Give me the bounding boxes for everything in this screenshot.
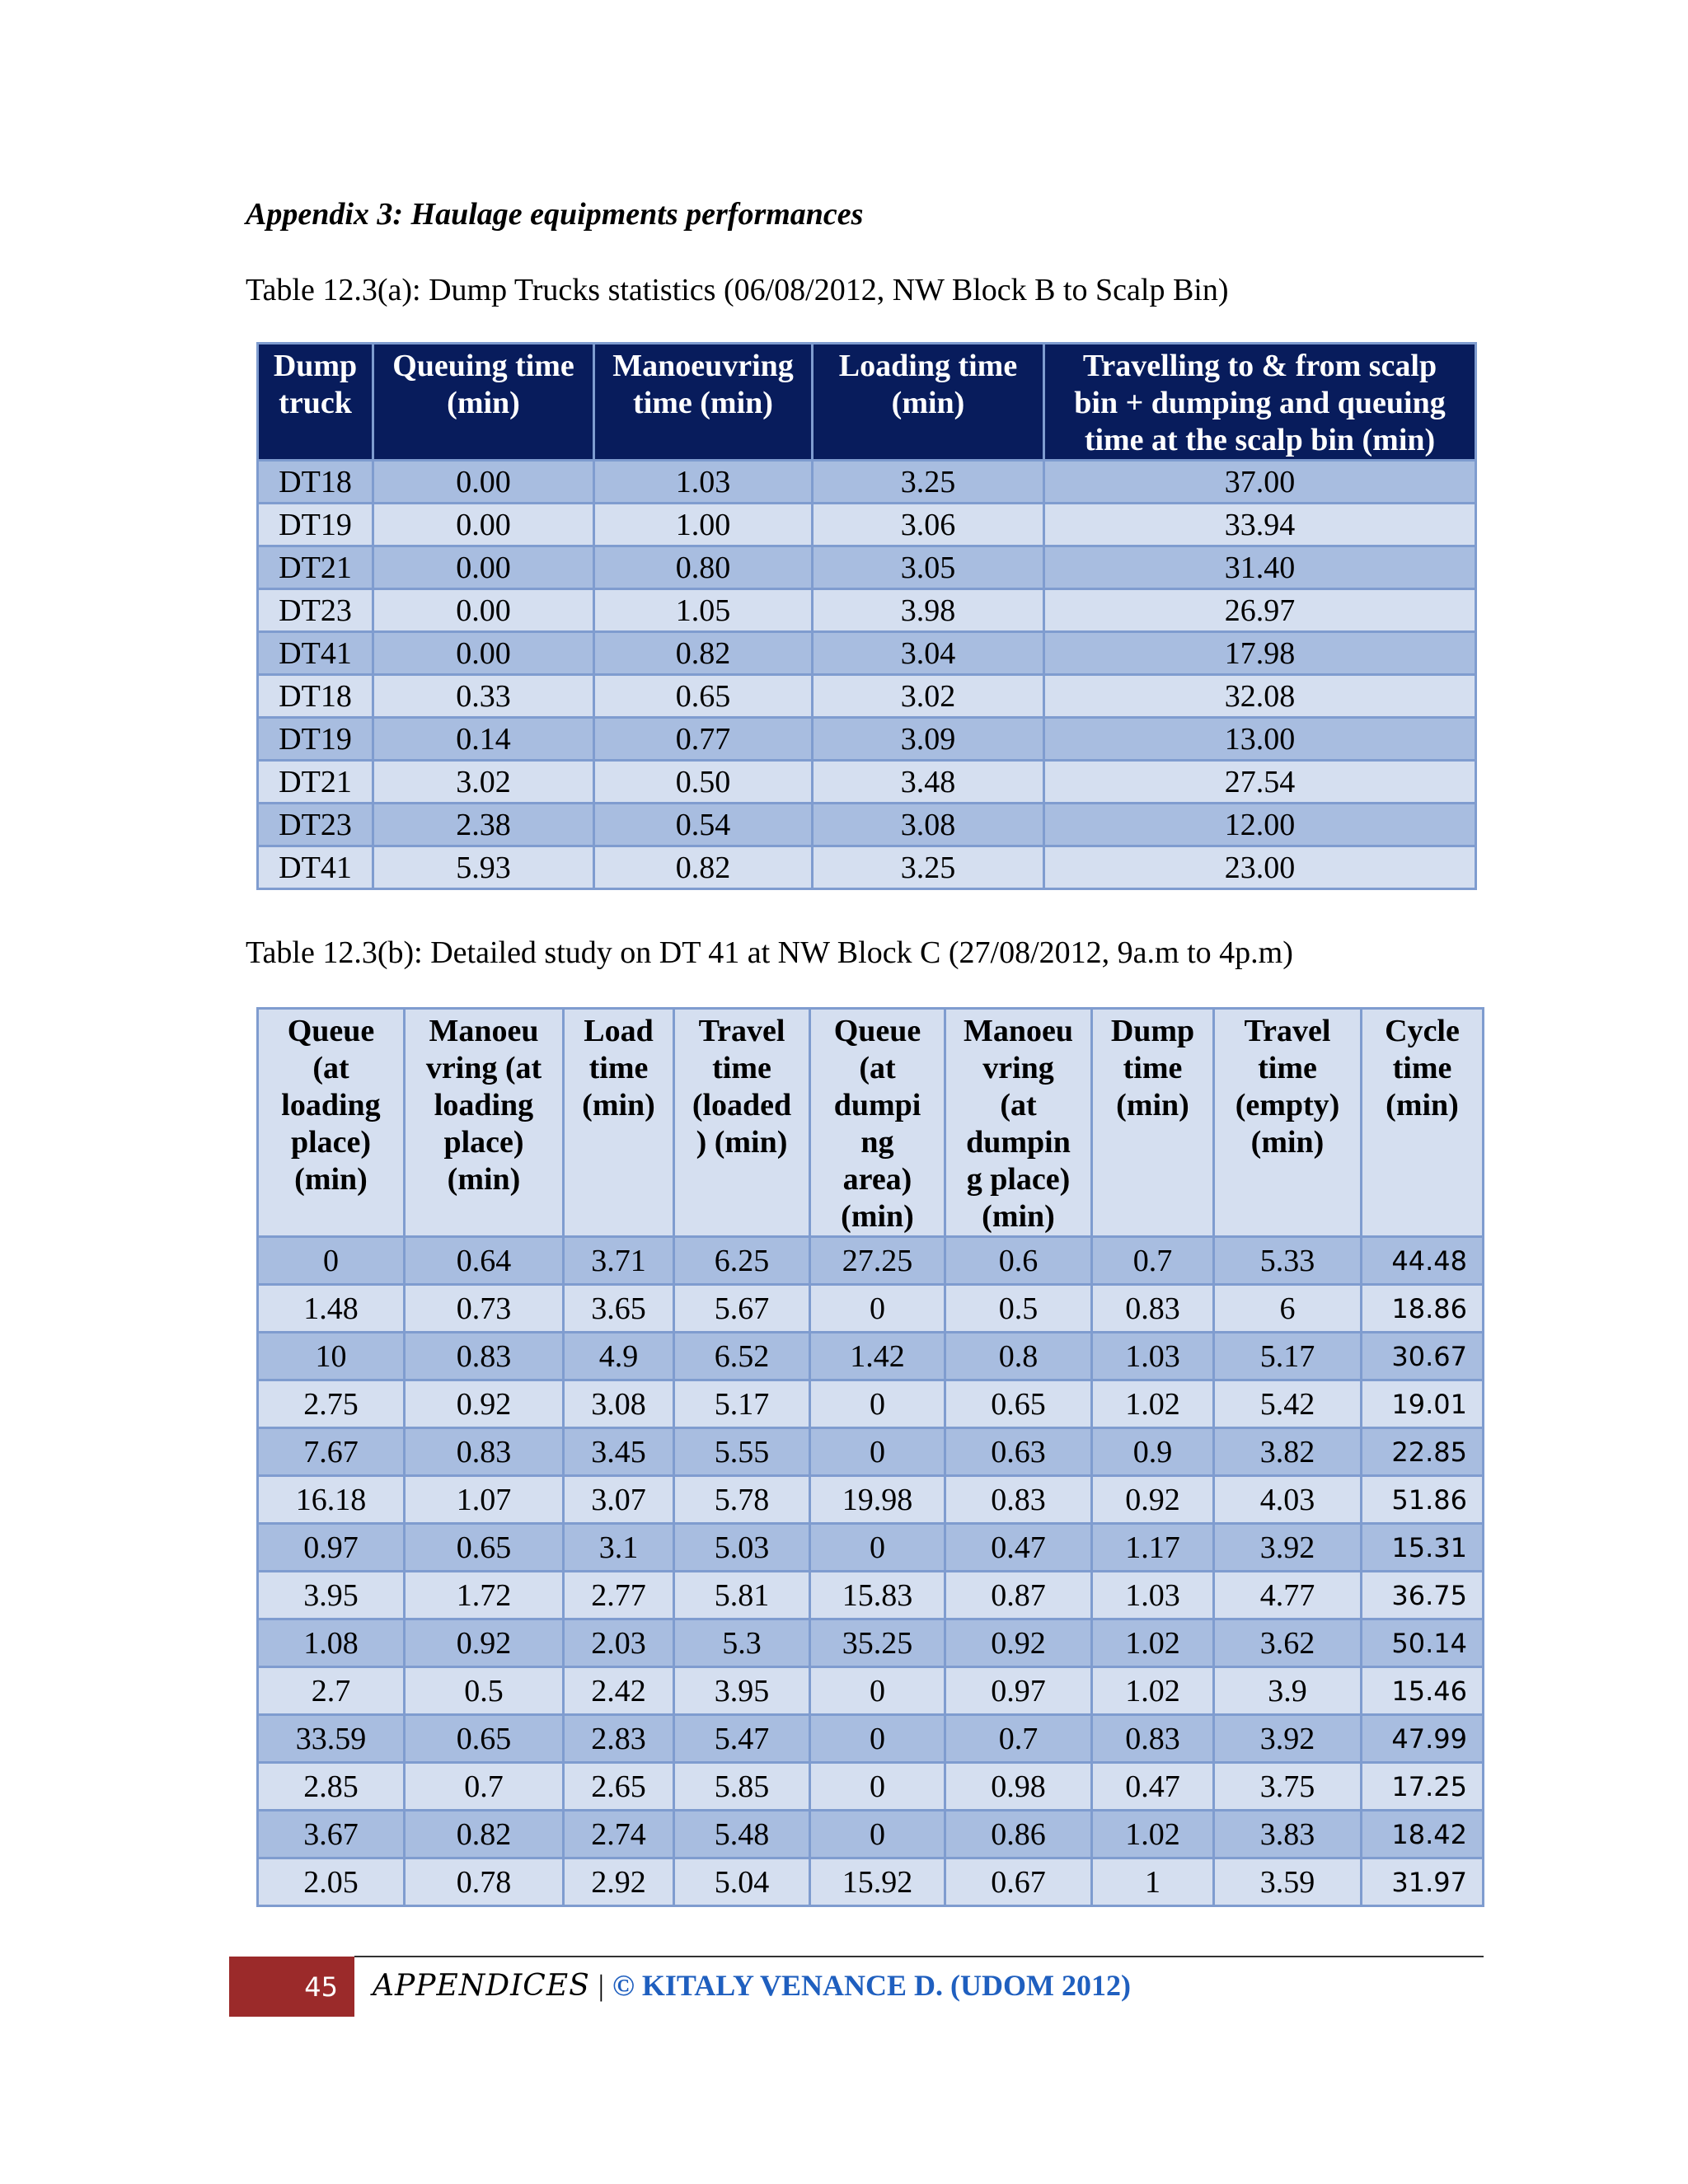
table-cell: 15.46 bbox=[1362, 1667, 1484, 1715]
table-b-header-line: time bbox=[712, 1051, 771, 1085]
table-cell: 10 bbox=[258, 1333, 405, 1380]
table-cell: 19.98 bbox=[810, 1476, 945, 1524]
table-cell: 1.02 bbox=[1092, 1811, 1214, 1858]
table-cell: 1.03 bbox=[594, 461, 813, 504]
table-row bbox=[258, 1285, 1484, 1333]
table-cell: 2.7 bbox=[258, 1667, 405, 1715]
table-cell: 0.83 bbox=[405, 1333, 564, 1380]
table-a-header-line: Queuing time bbox=[392, 349, 574, 383]
table-cell: 0.5 bbox=[945, 1285, 1092, 1333]
table-cell: 3.82 bbox=[1214, 1428, 1362, 1476]
table-b-header-line: dumpi bbox=[833, 1088, 921, 1122]
table-cell: 0.67 bbox=[945, 1858, 1092, 1906]
table-cell: 35.25 bbox=[810, 1619, 945, 1667]
table-cell: 0.00 bbox=[373, 504, 594, 546]
table-cell: 0.82 bbox=[594, 632, 813, 675]
table-cell: 0.83 bbox=[405, 1428, 564, 1476]
table-a-header-line: bin + dumping and queuing bbox=[1074, 386, 1446, 420]
table-cell: 0.47 bbox=[1092, 1763, 1214, 1811]
table-b-header-line: g place) bbox=[966, 1162, 1071, 1197]
table-b-header-line: time bbox=[588, 1051, 649, 1085]
table-cell: 7.67 bbox=[258, 1428, 405, 1476]
table-cell: 0.00 bbox=[373, 589, 594, 632]
table-cell: 0.65 bbox=[405, 1715, 564, 1763]
table-a-caption: Table 12.3(a): Dump Trucks statistics (06/08/2012, NW Block B to Scalp Bin) bbox=[246, 273, 1229, 307]
table-cell: 0 bbox=[810, 1763, 945, 1811]
table-cell: 0.78 bbox=[405, 1858, 564, 1906]
table-cell: 4.9 bbox=[564, 1333, 674, 1380]
table-cell: 0.50 bbox=[594, 761, 813, 804]
table-b-caption: Table 12.3(b): Detailed study on DT 41 at NW Block C (27/08/2012, 9a.m to 4p.m) bbox=[246, 935, 1293, 970]
table-row bbox=[258, 1763, 1484, 1811]
table-cell: 5.67 bbox=[674, 1285, 810, 1333]
table-cell: 5.55 bbox=[674, 1428, 810, 1476]
table-b-header-line: (at bbox=[312, 1051, 349, 1085]
table-cell: 0.64 bbox=[405, 1237, 564, 1285]
table-cell: DT23 bbox=[258, 804, 373, 846]
table-row bbox=[258, 546, 1476, 589]
table-cell: 0.80 bbox=[594, 546, 813, 589]
table-cell: 0.5 bbox=[405, 1667, 564, 1715]
table-cell: 3.95 bbox=[674, 1667, 810, 1715]
table-cell: 3.9 bbox=[1214, 1667, 1362, 1715]
table-cell: 0.63 bbox=[945, 1428, 1092, 1476]
table-a-header-line: (min) bbox=[891, 386, 965, 420]
table-a-header-cell bbox=[594, 344, 813, 461]
table-cell: 3.07 bbox=[564, 1476, 674, 1524]
table-b-header-line: Manoeu bbox=[964, 1014, 1073, 1048]
table-cell: 0.82 bbox=[405, 1811, 564, 1858]
table-a-header-line: Manoeuvring bbox=[612, 349, 794, 383]
table-b-header-line: (min) bbox=[1250, 1125, 1325, 1160]
table-cell: 0 bbox=[810, 1667, 945, 1715]
table-cell: 30.67 bbox=[1362, 1333, 1484, 1380]
table-cell: 3.92 bbox=[1214, 1524, 1362, 1572]
table-cell: 0.14 bbox=[373, 718, 594, 761]
table-cell: 1.42 bbox=[810, 1333, 945, 1380]
table-cell: 0.00 bbox=[373, 461, 594, 504]
table-cell: 1.02 bbox=[1092, 1667, 1214, 1715]
table-row bbox=[258, 589, 1476, 632]
table-cell: 3.92 bbox=[1214, 1715, 1362, 1763]
table-b-header-line: Travel bbox=[698, 1014, 785, 1048]
table-cell: 32.08 bbox=[1044, 675, 1476, 718]
table-cell: 3.67 bbox=[258, 1811, 405, 1858]
table-cell: 0 bbox=[810, 1524, 945, 1572]
table-cell: 3.08 bbox=[564, 1380, 674, 1428]
table-row bbox=[258, 1715, 1484, 1763]
footer-divider bbox=[354, 1956, 1484, 1957]
table-b-header-line: time bbox=[1123, 1051, 1183, 1085]
table-b-header-line: ) (min) bbox=[696, 1125, 788, 1160]
table-cell: 15.92 bbox=[810, 1858, 945, 1906]
table-b-header-line: Manoeu bbox=[429, 1014, 539, 1048]
table-cell: 5.78 bbox=[674, 1476, 810, 1524]
table-b-header-line: ng bbox=[860, 1125, 894, 1160]
table-cell: 6 bbox=[1214, 1285, 1362, 1333]
table-a-header-cell bbox=[373, 344, 594, 461]
table-a-header-line: time at the scalp bin (min) bbox=[1084, 423, 1436, 457]
table-row bbox=[258, 1428, 1484, 1476]
table-cell: 36.75 bbox=[1362, 1572, 1484, 1619]
table-cell: 2.42 bbox=[564, 1667, 674, 1715]
table-cell: 1.08 bbox=[258, 1619, 405, 1667]
table-row bbox=[258, 804, 1476, 846]
dump-trucks-statistics-table bbox=[256, 342, 1477, 890]
table-cell: 5.03 bbox=[674, 1524, 810, 1572]
table-row bbox=[258, 1524, 1484, 1572]
table-b-header-line: (min) bbox=[582, 1088, 655, 1122]
table-cell: DT23 bbox=[258, 589, 373, 632]
table-cell: DT19 bbox=[258, 504, 373, 546]
table-cell: 0.83 bbox=[945, 1476, 1092, 1524]
table-cell: 5.33 bbox=[1214, 1237, 1362, 1285]
table-cell: 3.05 bbox=[813, 546, 1044, 589]
table-b-header-line: dumpin bbox=[966, 1125, 1071, 1160]
table-a-header-line: Dump bbox=[273, 349, 358, 383]
table-b-header-line: Dump bbox=[1110, 1014, 1195, 1048]
table-cell: 18.42 bbox=[1362, 1811, 1484, 1858]
table-cell: 15.31 bbox=[1362, 1524, 1484, 1572]
table-cell: 0.7 bbox=[945, 1715, 1092, 1763]
table-cell: 6.52 bbox=[674, 1333, 810, 1380]
table-b-header-line: vring (at bbox=[425, 1051, 542, 1085]
table-cell: 23.00 bbox=[1044, 846, 1476, 889]
table-b-header-line: Queue bbox=[287, 1014, 375, 1048]
table-cell: 5.3 bbox=[674, 1619, 810, 1667]
table-row bbox=[258, 1237, 1484, 1285]
table-cell: 3.25 bbox=[813, 846, 1044, 889]
dt41-detailed-study-table bbox=[256, 1007, 1484, 1907]
table-cell: 5.81 bbox=[674, 1572, 810, 1619]
table-b-header-cell bbox=[945, 1009, 1092, 1237]
table-cell: 0 bbox=[810, 1811, 945, 1858]
table-cell: 5.47 bbox=[674, 1715, 810, 1763]
table-b-header-line: (empty) bbox=[1235, 1088, 1340, 1122]
table-row bbox=[258, 1811, 1484, 1858]
table-cell: 0.97 bbox=[258, 1524, 405, 1572]
table-cell: 2.75 bbox=[258, 1380, 405, 1428]
table-cell: 51.86 bbox=[1362, 1476, 1484, 1524]
table-b-header-line: (min) bbox=[982, 1199, 1055, 1234]
table-cell: 3.98 bbox=[813, 589, 1044, 632]
table-row bbox=[258, 1572, 1484, 1619]
table-cell: 0.82 bbox=[594, 846, 813, 889]
table-row bbox=[258, 1333, 1484, 1380]
table-b-header-line: loading bbox=[281, 1088, 381, 1122]
table-cell: 44.48 bbox=[1362, 1237, 1484, 1285]
table-b-header-line: time bbox=[1392, 1051, 1452, 1085]
table-cell: 18.86 bbox=[1362, 1285, 1484, 1333]
table-cell: 3.02 bbox=[373, 761, 594, 804]
table-a-header-cell bbox=[258, 344, 373, 461]
table-cell: 0.00 bbox=[373, 632, 594, 675]
table-cell: 0.92 bbox=[405, 1380, 564, 1428]
table-cell: 12.00 bbox=[1044, 804, 1476, 846]
table-cell: 0 bbox=[810, 1428, 945, 1476]
table-cell: 0.65 bbox=[405, 1524, 564, 1572]
table-cell: 3.02 bbox=[813, 675, 1044, 718]
table-cell: 1.05 bbox=[594, 589, 813, 632]
footer-text bbox=[373, 1968, 1131, 2003]
table-row bbox=[258, 1858, 1484, 1906]
table-cell: DT21 bbox=[258, 546, 373, 589]
table-cell: 2.85 bbox=[258, 1763, 405, 1811]
table-cell: 1.17 bbox=[1092, 1524, 1214, 1572]
table-cell: 0.00 bbox=[373, 546, 594, 589]
table-cell: 17.98 bbox=[1044, 632, 1476, 675]
appendix-heading: Appendix 3: Haulage equipments performances bbox=[246, 197, 864, 232]
table-a-header-row bbox=[258, 344, 1476, 461]
table-cell: 0.87 bbox=[945, 1572, 1092, 1619]
table-cell: 0.86 bbox=[945, 1811, 1092, 1858]
table-b-header-cell bbox=[810, 1009, 945, 1237]
table-row bbox=[258, 461, 1476, 504]
table-cell: 2.38 bbox=[373, 804, 594, 846]
table-cell: DT21 bbox=[258, 761, 373, 804]
footer-separator: | bbox=[598, 1969, 605, 2002]
table-cell: 0.83 bbox=[1092, 1715, 1214, 1763]
table-row bbox=[258, 1476, 1484, 1524]
table-cell: 0.97 bbox=[945, 1667, 1092, 1715]
table-cell: 0.73 bbox=[405, 1285, 564, 1333]
table-cell: 5.42 bbox=[1214, 1380, 1362, 1428]
table-row bbox=[258, 1619, 1484, 1667]
table-cell: 0 bbox=[810, 1715, 945, 1763]
table-b-header-cell bbox=[564, 1009, 674, 1237]
table-cell: 0.7 bbox=[405, 1763, 564, 1811]
table-a-header-line: time (min) bbox=[633, 386, 773, 420]
table-cell: 3.95 bbox=[258, 1572, 405, 1619]
table-cell: 3.62 bbox=[1214, 1619, 1362, 1667]
table-b-header-line: loading bbox=[434, 1088, 534, 1122]
table-a-header-line: Travelling to & from scalp bbox=[1082, 349, 1437, 383]
table-cell: 3.45 bbox=[564, 1428, 674, 1476]
table-cell: 5.93 bbox=[373, 846, 594, 889]
table-row bbox=[258, 675, 1476, 718]
table-cell: 0.65 bbox=[945, 1380, 1092, 1428]
table-cell: 3.75 bbox=[1214, 1763, 1362, 1811]
table-cell: 37.00 bbox=[1044, 461, 1476, 504]
table-b-header-cell bbox=[674, 1009, 810, 1237]
table-b-header-line: vring bbox=[982, 1051, 1054, 1085]
table-cell: 0.77 bbox=[594, 718, 813, 761]
table-cell: 0 bbox=[810, 1380, 945, 1428]
table-cell: 31.40 bbox=[1044, 546, 1476, 589]
table-cell: 0.83 bbox=[1092, 1285, 1214, 1333]
table-cell: 1.03 bbox=[1092, 1333, 1214, 1380]
table-cell: 3.04 bbox=[813, 632, 1044, 675]
table-cell: DT18 bbox=[258, 461, 373, 504]
table-cell: 2.83 bbox=[564, 1715, 674, 1763]
table-b-header-line: (min) bbox=[447, 1162, 521, 1197]
table-cell: 33.59 bbox=[258, 1715, 405, 1763]
table-cell: 0.8 bbox=[945, 1333, 1092, 1380]
table-cell: 0.92 bbox=[405, 1619, 564, 1667]
table-a-header-cell bbox=[813, 344, 1044, 461]
table-row bbox=[258, 632, 1476, 675]
table-b-header-cell bbox=[258, 1009, 405, 1237]
table-cell: 3.09 bbox=[813, 718, 1044, 761]
table-cell: 5.17 bbox=[674, 1380, 810, 1428]
table-row bbox=[258, 718, 1476, 761]
page-number-box bbox=[229, 1957, 354, 2017]
table-row bbox=[258, 1667, 1484, 1715]
table-cell: 0.65 bbox=[594, 675, 813, 718]
table-cell: 1.07 bbox=[405, 1476, 564, 1524]
table-cell: 3.08 bbox=[813, 804, 1044, 846]
table-a-header-line: (min) bbox=[447, 386, 520, 420]
table-b-header-row bbox=[258, 1009, 1484, 1237]
table-cell: 27.54 bbox=[1044, 761, 1476, 804]
footer-section: APPENDICES bbox=[373, 1969, 590, 2003]
table-b-header-line: (min) bbox=[294, 1162, 368, 1197]
table-cell: 2.03 bbox=[564, 1619, 674, 1667]
table-row bbox=[258, 1380, 1484, 1428]
table-cell: 13.00 bbox=[1044, 718, 1476, 761]
table-cell: 1.02 bbox=[1092, 1380, 1214, 1428]
table-cell: 0.92 bbox=[945, 1619, 1092, 1667]
table-a-header-cell bbox=[1044, 344, 1476, 461]
table-cell: 47.99 bbox=[1362, 1715, 1484, 1763]
table-cell: 6.25 bbox=[674, 1237, 810, 1285]
table-b-header-line: Queue bbox=[833, 1014, 921, 1048]
table-b-header-line: Load bbox=[584, 1014, 654, 1048]
page-number: 45 bbox=[304, 1971, 338, 2003]
table-cell: DT41 bbox=[258, 846, 373, 889]
table-cell: 4.77 bbox=[1214, 1572, 1362, 1619]
table-cell: 0.47 bbox=[945, 1524, 1092, 1572]
table-cell: 0.6 bbox=[945, 1237, 1092, 1285]
table-b-header-cell bbox=[1214, 1009, 1362, 1237]
table-row bbox=[258, 761, 1476, 804]
table-cell: 2.77 bbox=[564, 1572, 674, 1619]
table-cell: DT18 bbox=[258, 675, 373, 718]
table-cell: 19.01 bbox=[1362, 1380, 1484, 1428]
table-row bbox=[258, 504, 1476, 546]
table-a-header-line: Loading time bbox=[838, 349, 1018, 383]
table-cell: 31.97 bbox=[1362, 1858, 1484, 1906]
table-b-header-line: place) bbox=[443, 1125, 524, 1160]
table-cell: 17.25 bbox=[1362, 1763, 1484, 1811]
table-cell: 1 bbox=[1092, 1858, 1214, 1906]
table-cell: 15.83 bbox=[810, 1572, 945, 1619]
table-cell: 0.33 bbox=[373, 675, 594, 718]
table-b-header-cell bbox=[1362, 1009, 1484, 1237]
table-cell: 0.7 bbox=[1092, 1237, 1214, 1285]
table-cell: 26.97 bbox=[1044, 589, 1476, 632]
table-cell: 3.06 bbox=[813, 504, 1044, 546]
table-cell: 0.98 bbox=[945, 1763, 1092, 1811]
table-cell: 5.17 bbox=[1214, 1333, 1362, 1380]
table-cell: 2.05 bbox=[258, 1858, 405, 1906]
table-cell: 3.59 bbox=[1214, 1858, 1362, 1906]
table-cell: 3.71 bbox=[564, 1237, 674, 1285]
table-cell: 5.04 bbox=[674, 1858, 810, 1906]
table-cell: 4.03 bbox=[1214, 1476, 1362, 1524]
table-b-header-line: (loaded bbox=[692, 1088, 792, 1122]
table-b-header-line: place) bbox=[290, 1125, 372, 1160]
footer-copyright: © KITALY VENANCE D. (UDOM 2012) bbox=[612, 1969, 1131, 2002]
table-b-header-line: (min) bbox=[841, 1199, 914, 1234]
table-cell: 1.03 bbox=[1092, 1572, 1214, 1619]
table-row bbox=[258, 846, 1476, 889]
table-cell: 5.85 bbox=[674, 1763, 810, 1811]
table-cell: 0.92 bbox=[1092, 1476, 1214, 1524]
table-cell: 27.25 bbox=[810, 1237, 945, 1285]
table-cell: 2.65 bbox=[564, 1763, 674, 1811]
table-b-header-line: area) bbox=[842, 1162, 912, 1197]
table-cell: 50.14 bbox=[1362, 1619, 1484, 1667]
table-a-header-line: truck bbox=[279, 386, 352, 420]
table-b-header-line: Cycle bbox=[1385, 1014, 1460, 1048]
table-b-header-line: (min) bbox=[1386, 1088, 1459, 1122]
table-b-header-line: time bbox=[1258, 1051, 1317, 1085]
table-cell: 16.18 bbox=[258, 1476, 405, 1524]
table-cell: 33.94 bbox=[1044, 504, 1476, 546]
table-cell: 0 bbox=[258, 1237, 405, 1285]
table-cell: DT19 bbox=[258, 718, 373, 761]
table-cell: 5.48 bbox=[674, 1811, 810, 1858]
table-cell: 0.54 bbox=[594, 804, 813, 846]
table-cell: 1.72 bbox=[405, 1572, 564, 1619]
table-cell: DT41 bbox=[258, 632, 373, 675]
table-cell: 1.48 bbox=[258, 1285, 405, 1333]
table-cell: 3.83 bbox=[1214, 1811, 1362, 1858]
table-cell: 3.1 bbox=[564, 1524, 674, 1572]
table-cell: 2.92 bbox=[564, 1858, 674, 1906]
table-cell: 1.02 bbox=[1092, 1619, 1214, 1667]
table-cell: 3.25 bbox=[813, 461, 1044, 504]
table-b-header-cell bbox=[405, 1009, 564, 1237]
table-cell: 2.74 bbox=[564, 1811, 674, 1858]
table-b-header-line: Travel bbox=[1244, 1014, 1331, 1048]
table-b-header-line: (min) bbox=[1116, 1088, 1189, 1122]
table-cell: 3.65 bbox=[564, 1285, 674, 1333]
table-cell: 3.48 bbox=[813, 761, 1044, 804]
table-cell: 1.00 bbox=[594, 504, 813, 546]
table-b-header-line: (at bbox=[1000, 1088, 1037, 1122]
table-cell: 0 bbox=[810, 1285, 945, 1333]
table-cell: 0.9 bbox=[1092, 1428, 1214, 1476]
table-cell: 22.85 bbox=[1362, 1428, 1484, 1476]
table-b-header-cell bbox=[1092, 1009, 1214, 1237]
table-b-header-line: (at bbox=[859, 1051, 896, 1085]
